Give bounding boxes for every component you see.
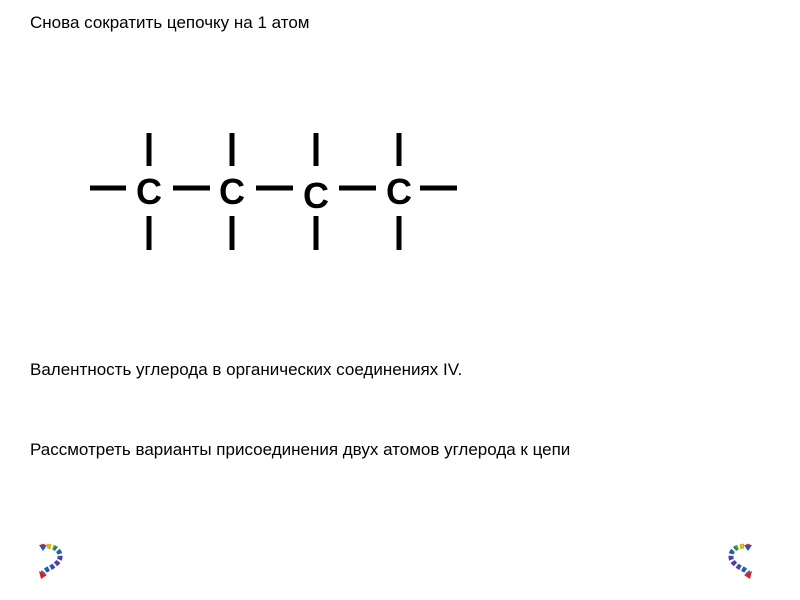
nav-forward-button[interactable]	[724, 541, 756, 581]
curved-arrow-back-icon	[35, 541, 67, 581]
task-text: Рассмотреть варианты присоединения двух атомов углерода к цепи	[30, 440, 571, 459]
valence-text: Валентность углерода в органических соединениях IV.	[30, 360, 463, 379]
slide-title: Снова сократить цепочку на 1 атом	[30, 13, 310, 32]
curved-arrow-forward-icon	[724, 541, 756, 581]
carbon-atom-3: C	[303, 175, 329, 216]
carbon-atom-2: C	[219, 171, 245, 212]
nav-back-button[interactable]	[35, 541, 67, 581]
carbon-atom-1: C	[136, 171, 162, 212]
carbon-atom-4: C	[386, 171, 412, 212]
